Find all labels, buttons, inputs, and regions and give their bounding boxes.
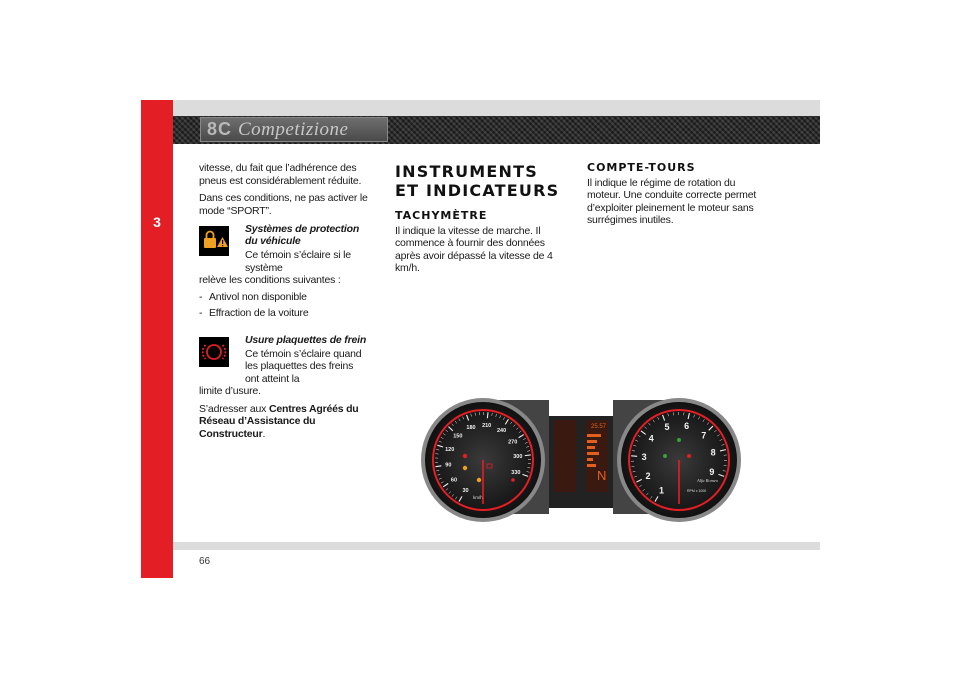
tachometer [617, 398, 741, 522]
speed-unit: km/h [473, 495, 483, 500]
page-number: 66 [199, 556, 211, 567]
gauge-label: 3 [641, 451, 647, 462]
gauge-label: 240 [496, 428, 507, 435]
display-bar [587, 452, 599, 455]
contact-paragraph [199, 403, 369, 441]
logo-script: Competizione [238, 119, 349, 140]
display-gear: N [597, 468, 607, 483]
gauge-label: 60 [450, 477, 458, 484]
contact-network: Centres Agréés du Réseau d’Assistance du Constructeur [199, 402, 359, 440]
warning-title: Systèmes de protection du véhicule [245, 223, 360, 247]
chapter-number: 3 [153, 214, 161, 230]
gauge-label: 150 [453, 433, 463, 440]
gauge-label: 5 [664, 422, 670, 433]
gauge-label: 1 [658, 485, 665, 496]
gauge-label: 2 [645, 471, 651, 482]
gauge-label: 90 [445, 462, 452, 469]
warning-description-cont: relève les conditions suivantes : [199, 274, 341, 286]
gauge-label: 4 [648, 433, 654, 444]
instrument-cluster-svg [421, 396, 741, 524]
gauge-tick [487, 412, 488, 418]
footer-band [173, 542, 820, 550]
contact-suffix: . [262, 427, 266, 440]
brake-pad-warning-icon [199, 337, 229, 367]
header-band [173, 100, 820, 116]
gauge-tick [525, 455, 531, 456]
gauge-label: 270 [508, 439, 518, 446]
conditions-list [199, 291, 369, 320]
column-left [199, 162, 369, 445]
warning-description: Ce témoin s’éclaire quand les plaquettes des freins ont atteint la [245, 347, 362, 385]
lock-warning-icon [199, 226, 229, 256]
column-middle [395, 162, 565, 280]
gauge-tick [631, 456, 637, 457]
list-item: - Effraction de la voiture [199, 307, 369, 320]
section-heading: INSTRUMENTS ET INDICATEURS [395, 162, 560, 200]
subsection-heading: TACHYMÈTRE [395, 209, 488, 222]
display-bar [587, 434, 601, 437]
gauge-label: 7 [701, 430, 707, 441]
gauge-label: 330 [511, 469, 521, 476]
display-time: 25.57 [591, 424, 607, 430]
display-bar [587, 446, 595, 449]
paragraph: Il indique la vitesse de marche. Il commence à fournir des données après avoir dépassé la vitesse de 4 km/h. [395, 224, 553, 274]
list-item: - Antivol non disponible [199, 291, 369, 304]
chapter-strip [141, 100, 173, 578]
speedometer [421, 398, 545, 522]
logo-mark: 8C [207, 119, 233, 139]
tach-unit: RPM x 1000 [687, 489, 707, 493]
paragraph: vitesse, du fait que l’adhérence des pneus est considérablement réduite. [199, 162, 362, 187]
warning-vehicle-protection [199, 223, 369, 320]
display-bar [587, 440, 597, 443]
subsection-heading: COMPTE-TOURS [587, 161, 696, 174]
display-bar [587, 458, 593, 461]
contact-prefix: S’adresser aux [199, 402, 269, 415]
gauge-label: 180 [466, 424, 476, 431]
column-right [587, 162, 767, 232]
gauge-label: 9 [709, 466, 715, 477]
warning-description-cont: limite d’usure. [199, 385, 261, 397]
gauge-label: 120 [445, 447, 455, 454]
gauge-label: 6 [684, 420, 690, 431]
gauge-label: 300 [513, 454, 523, 461]
gauge-label: 30 [462, 488, 469, 495]
paragraph: Dans ces conditions, ne pas activer le mode “SPORT”. [199, 192, 368, 217]
warning-description: Ce témoin s’éclaire si le système [245, 249, 351, 274]
display-bar [587, 464, 596, 467]
instrument-cluster-image [421, 396, 741, 524]
gauge-label: 8 [710, 447, 716, 458]
gauge-label: 210 [482, 423, 492, 430]
warning-brake-pads [199, 334, 369, 398]
tach-brand: Alfa Romeo [697, 478, 719, 483]
warning-title: Usure plaquettes de frein [245, 333, 367, 346]
paragraph: Il indique le régime de rotation du moteur. Une conduite correcte permet d’exploiter pleinement le moteur sans surrégimes inutiles. [587, 176, 757, 226]
